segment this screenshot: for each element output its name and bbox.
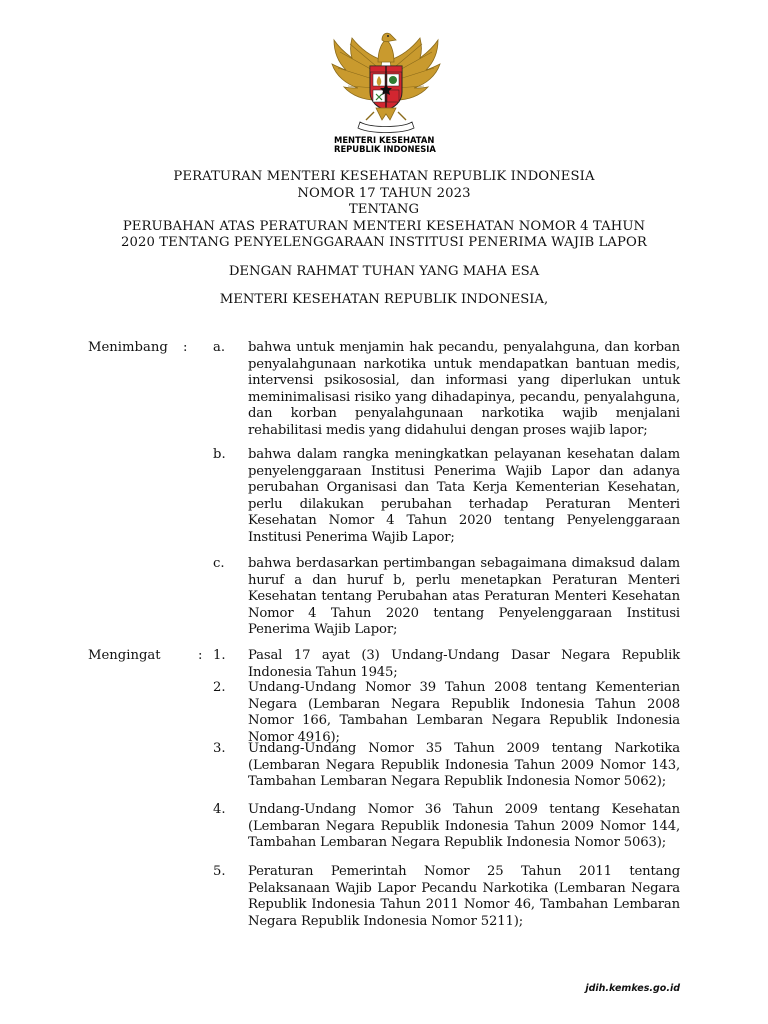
- invocation: DENGAN RAHMAT TUHAN YANG MAHA ESA: [228, 264, 540, 279]
- item-text: Undang-Undang Nomor 36 Tahun 2009 tentang Kesehatan (Lembaran Negara Republik Indonesia Tahun 2009 Nomor 144, Tambahan Lembaran Negara Republik Indonesia Nomor 5063);: [248, 802, 680, 850]
- item-marker: a.: [213, 340, 226, 355]
- item-text: bahwa untuk menjamin hak pecandu, penyalahguna, dan korban penyalahgunaan narkotika untuk mendapatkan bantuan medis, intervensi psikososial, dan informasi yang diperlukan untuk meminimalisasi risiko yang dihadapinya, pecandu, penyalahguna, dan korban penyalahgunaan narkotika wajib menjalani rehabilitasi medis yang didahului dengan proses wajib lapor;: [248, 340, 680, 438]
- ministry-label-line2: REPUBLIK INDONESIA: [334, 144, 436, 154]
- title-line2: NOMOR 17 TAHUN 2023: [297, 185, 471, 201]
- mengingat-colon: :: [198, 648, 203, 663]
- item-marker: 3.: [213, 741, 226, 756]
- item-marker: c.: [213, 556, 225, 571]
- title-line1: PERATURAN MENTERI KESEHATAN REPUBLIK INDONESIA: [173, 169, 595, 184]
- ministry-label: [334, 136, 436, 154]
- item-text: Undang-Undang Nomor 35 Tahun 2009 tentang Narkotika (Lembaran Negara Republik Indonesia Tahun 2009 Nomor 143, Tambahan Lembaran Negara Republik Indonesia Nomor 5062);: [248, 741, 680, 789]
- item-text: bahwa dalam rangka meningkatkan pelayanan kesehatan dalam penyelenggaraan Institusi Penerima Wajib Lapor dan adanya perubahan Organisasi dan Tata Kerja Kementerian Kesehatan, perlu dilakukan perubahan terhadap Peraturan Menteri Kesehatan Nomor 4 Tahun 2020 tentang Penyelenggaraan Institusi Penerima Wajib Lapor;: [248, 447, 680, 545]
- mengingat-label: Mengingat: [88, 648, 161, 663]
- authority-heading: MENTERI KESEHATAN REPUBLIK INDONESIA,: [219, 292, 549, 307]
- item-text: Undang-Undang Nomor 39 Tahun 2008 tentang Kementerian Negara (Lembaran Negara Republik Indonesia Tahun 2008 Nomor 166, Tambahan Lembaran Negara Republik Indonesia Nomor 4916);: [248, 680, 680, 745]
- menimbang-colon: :: [183, 340, 188, 355]
- item-marker: 5.: [213, 864, 226, 879]
- title-line4: PERUBAHAN ATAS PERATURAN MENTERI KESEHATAN NOMOR 4 TAHUN: [122, 218, 646, 234]
- title-line3: TENTANG: [348, 202, 420, 217]
- ministry-label-line1: MENTERI KESEHATAN: [334, 135, 435, 145]
- item-marker: 1.: [213, 648, 226, 663]
- title-line5: 2020 TENTANG PENYELENGGARAAN INSTITUSI PENERIMA WAJIB LAPOR: [121, 235, 647, 250]
- item-text: bahwa berdasarkan pertimbangan sebagaimana dimaksud dalam huruf a dan huruf b, perlu menetapkan Peraturan Menteri Kesehatan tentang Perubahan atas Peraturan Menteri Kesehatan Nomor 4 Tahun 2020 tentang Penyelenggaraan Institusi Penerima Wajib Lapor;: [248, 556, 680, 637]
- item-text: Pasal 17 ayat (3) Undang-Undang Dasar Negara Republik Indonesia Tahun 1945;: [248, 648, 680, 680]
- menimbang-label: Menimbang: [88, 340, 168, 355]
- item-marker: 4.: [213, 802, 226, 817]
- item-marker: b.: [213, 447, 226, 462]
- item-marker: 2.: [213, 680, 226, 695]
- footer-url: jdih.kemkes.go.id: [585, 983, 680, 994]
- garuda-emblem-icon: [330, 30, 442, 136]
- regulation-title: [0, 169, 768, 252]
- item-text: Peraturan Pemerintah Nomor 25 Tahun 2011 tentang Pelaksanaan Wajib Lapor Pecandu Narkotika (Lembaran Negara Republik Indonesia Tahun 2011 Nomor 46, Tambahan Lembaran Negara Republik Indonesia Nomor 5211);: [248, 864, 680, 929]
